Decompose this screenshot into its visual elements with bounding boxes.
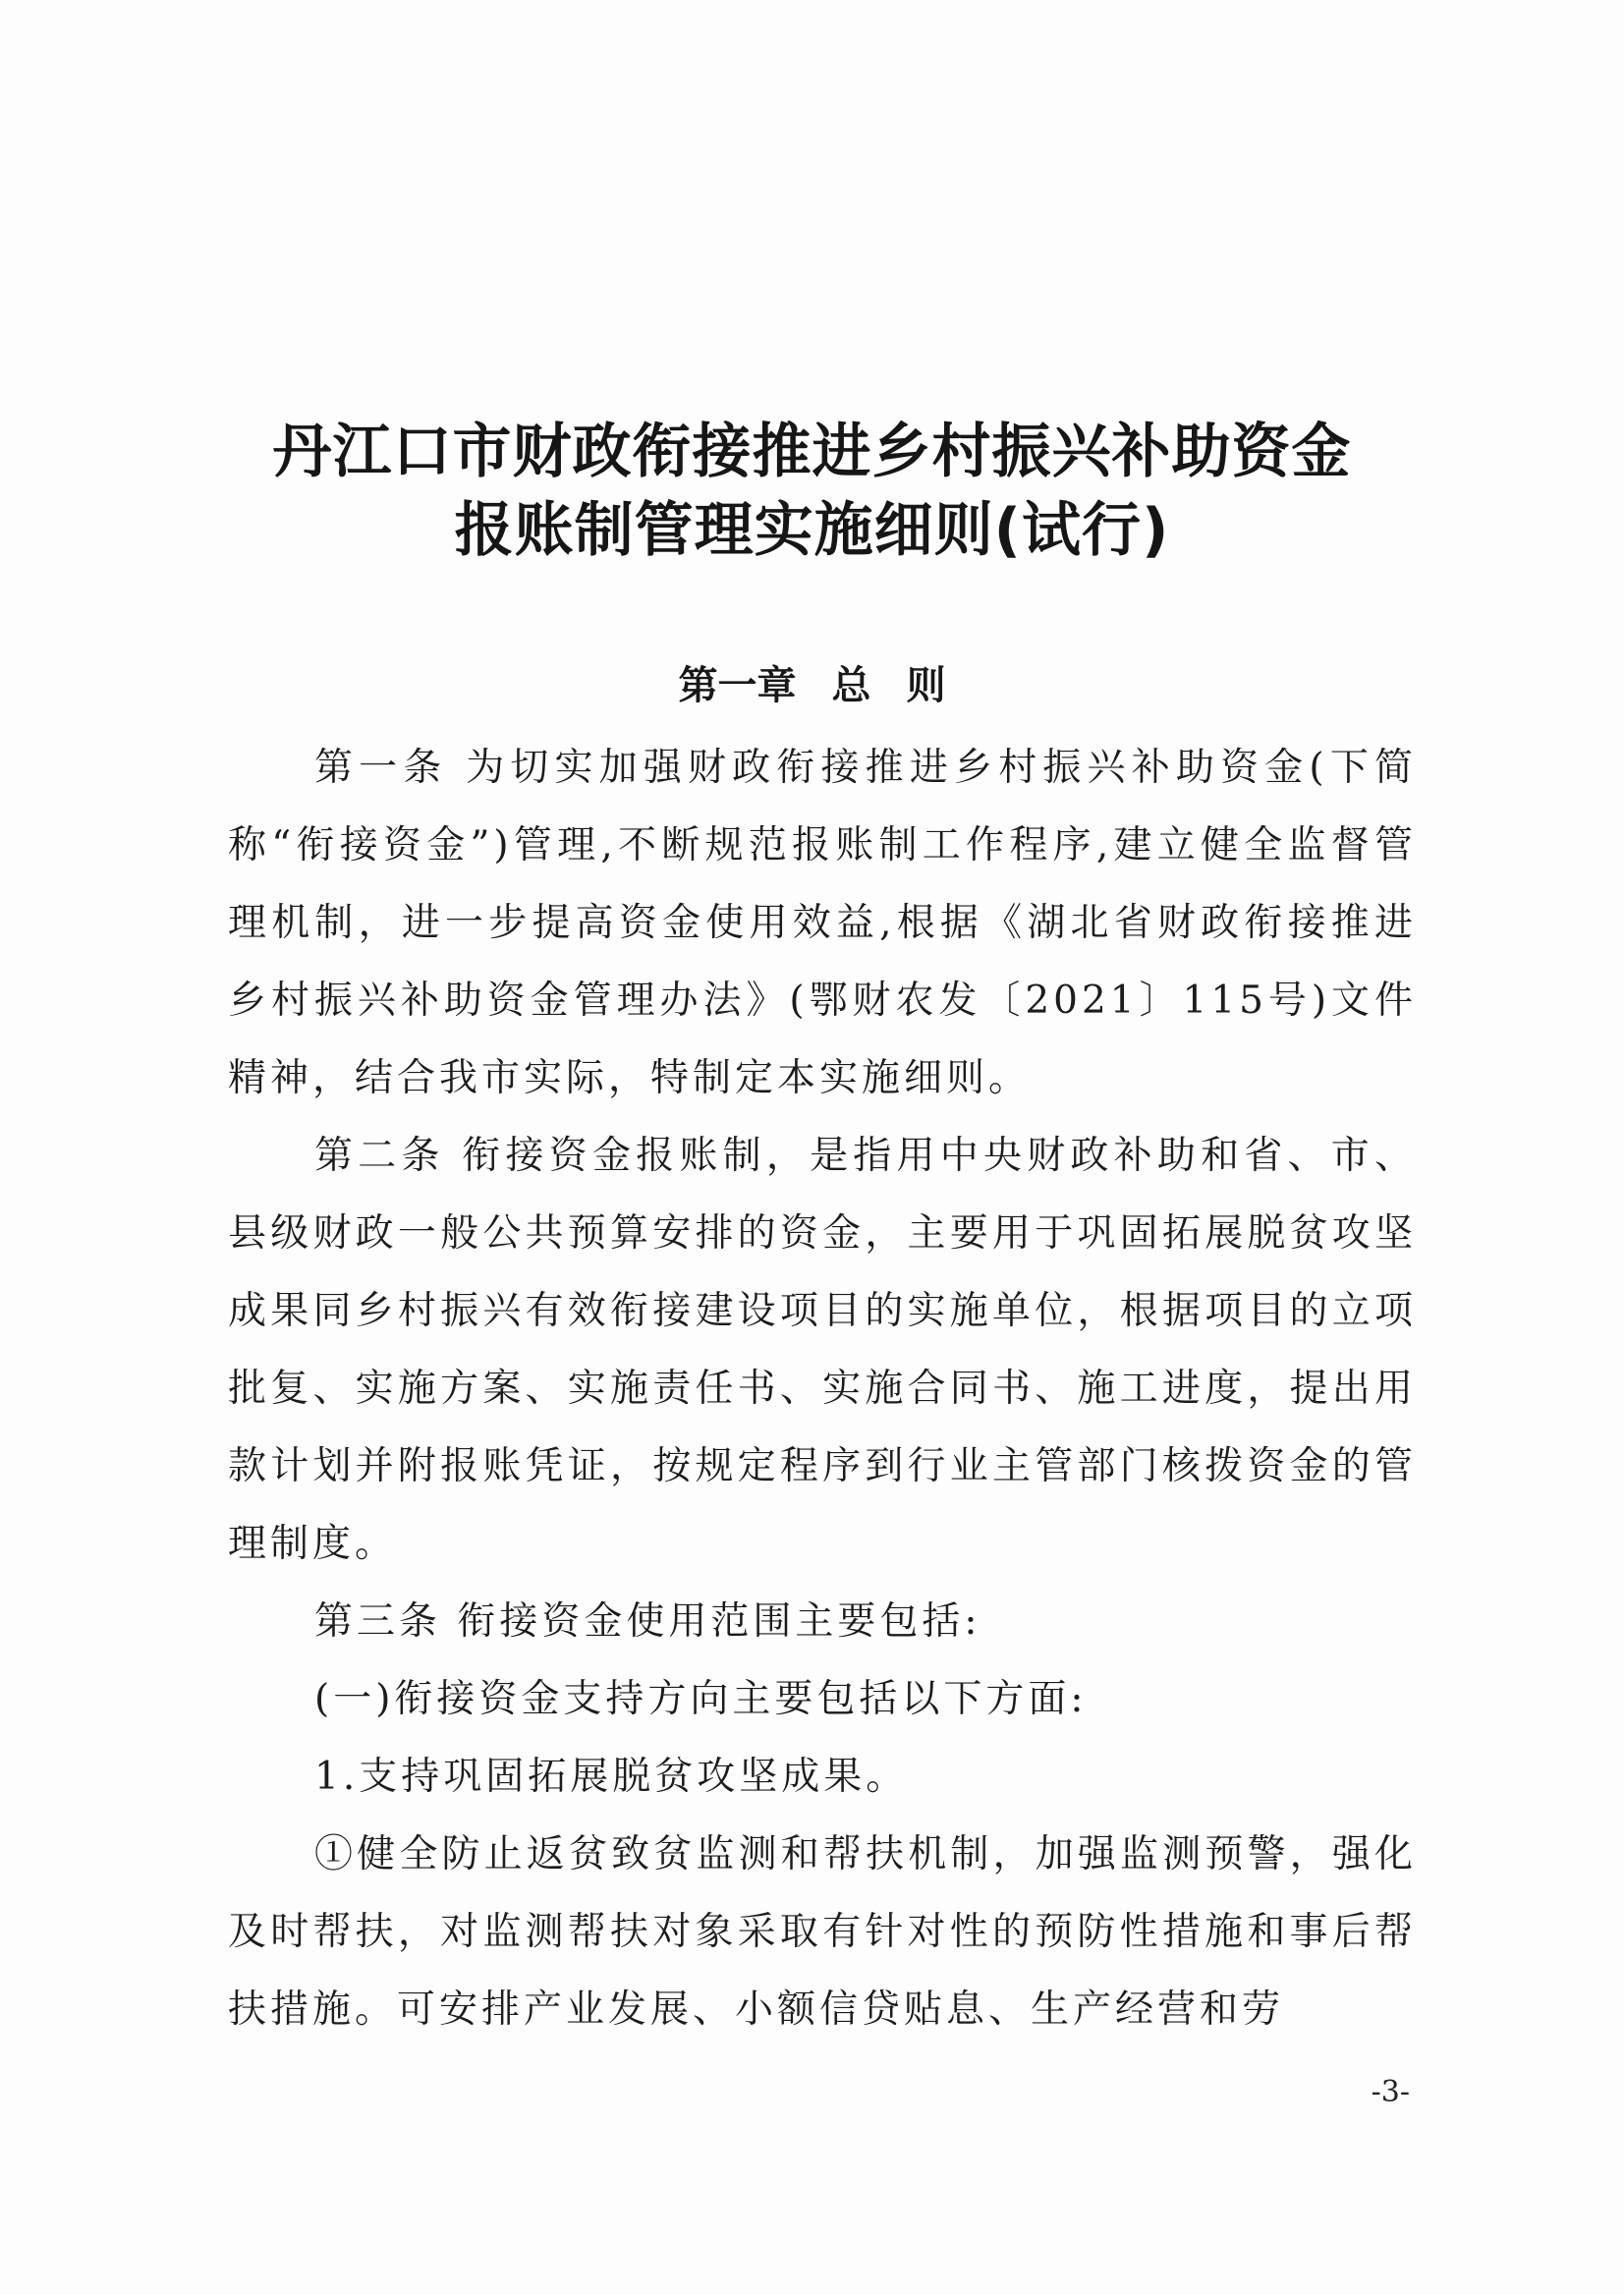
clause-1-paragraph: ①健全防止返贫致贫监测和帮扶机制，加强监测预警，强化及时帮扶，对监测帮扶对象采取有针对性的预防性措施和事后帮扶措施。可安排产业发展、小额信贷贴息、生产经营和劳 — [228, 1832, 1417, 2032]
article-3-paragraph: 第三条 衔接资金使用范围主要包括: — [314, 1599, 981, 1644]
sub-item-1-paragraph: 1.支持巩固拓展脱贫攻坚成果。 — [314, 1755, 909, 1799]
item-1-paragraph: (一)衔接资金支持方向主要包括以下方面: — [314, 1677, 1088, 1721]
page-number: -3- — [1371, 2075, 1410, 2109]
article-1-paragraph: 第一条 为切实加强财政衔接推进乡村振兴补助资金(下简称“衔接资金”)管理,不断规范报账制工作程序,建立健全监督管理机制，进一步提高资金使用效益,根据《湖北省财政衔接推进乡村振兴补助资金管理办法》(鄂财农发〔2021〕115号)文件精神，结合我市实际，特制定本实施细则。 — [228, 746, 1417, 1100]
document-title-line-2: 报账制管理实施细则(试行) — [454, 496, 1170, 565]
chapter-title-char-2: 则 — [906, 663, 946, 708]
chapter-number: 第一章 — [678, 663, 797, 708]
chapter-heading — [0, 656, 1624, 715]
document-title-line-1: 丹江口市财政衔接推进乡村振兴补助资金 — [272, 418, 1352, 486]
chapter-title-char-1: 总 — [831, 663, 871, 708]
article-2-paragraph: 第二条 衔接资金报账制，是指用中央财政补助和省、市、县级财政一般公共预算安排的资金，主要用于巩固拓展脱贫攻坚成果同乡村振兴有效衔接建设项目的实施单位，根据项目的立项批复、实施方案、实施责任书、实施合同书、施工进度，提出用款计划并附报账凭证，按规定程序到行业主管部门核拨资金的管理制度。 — [228, 1134, 1417, 1566]
document-body — [228, 729, 1417, 2048]
